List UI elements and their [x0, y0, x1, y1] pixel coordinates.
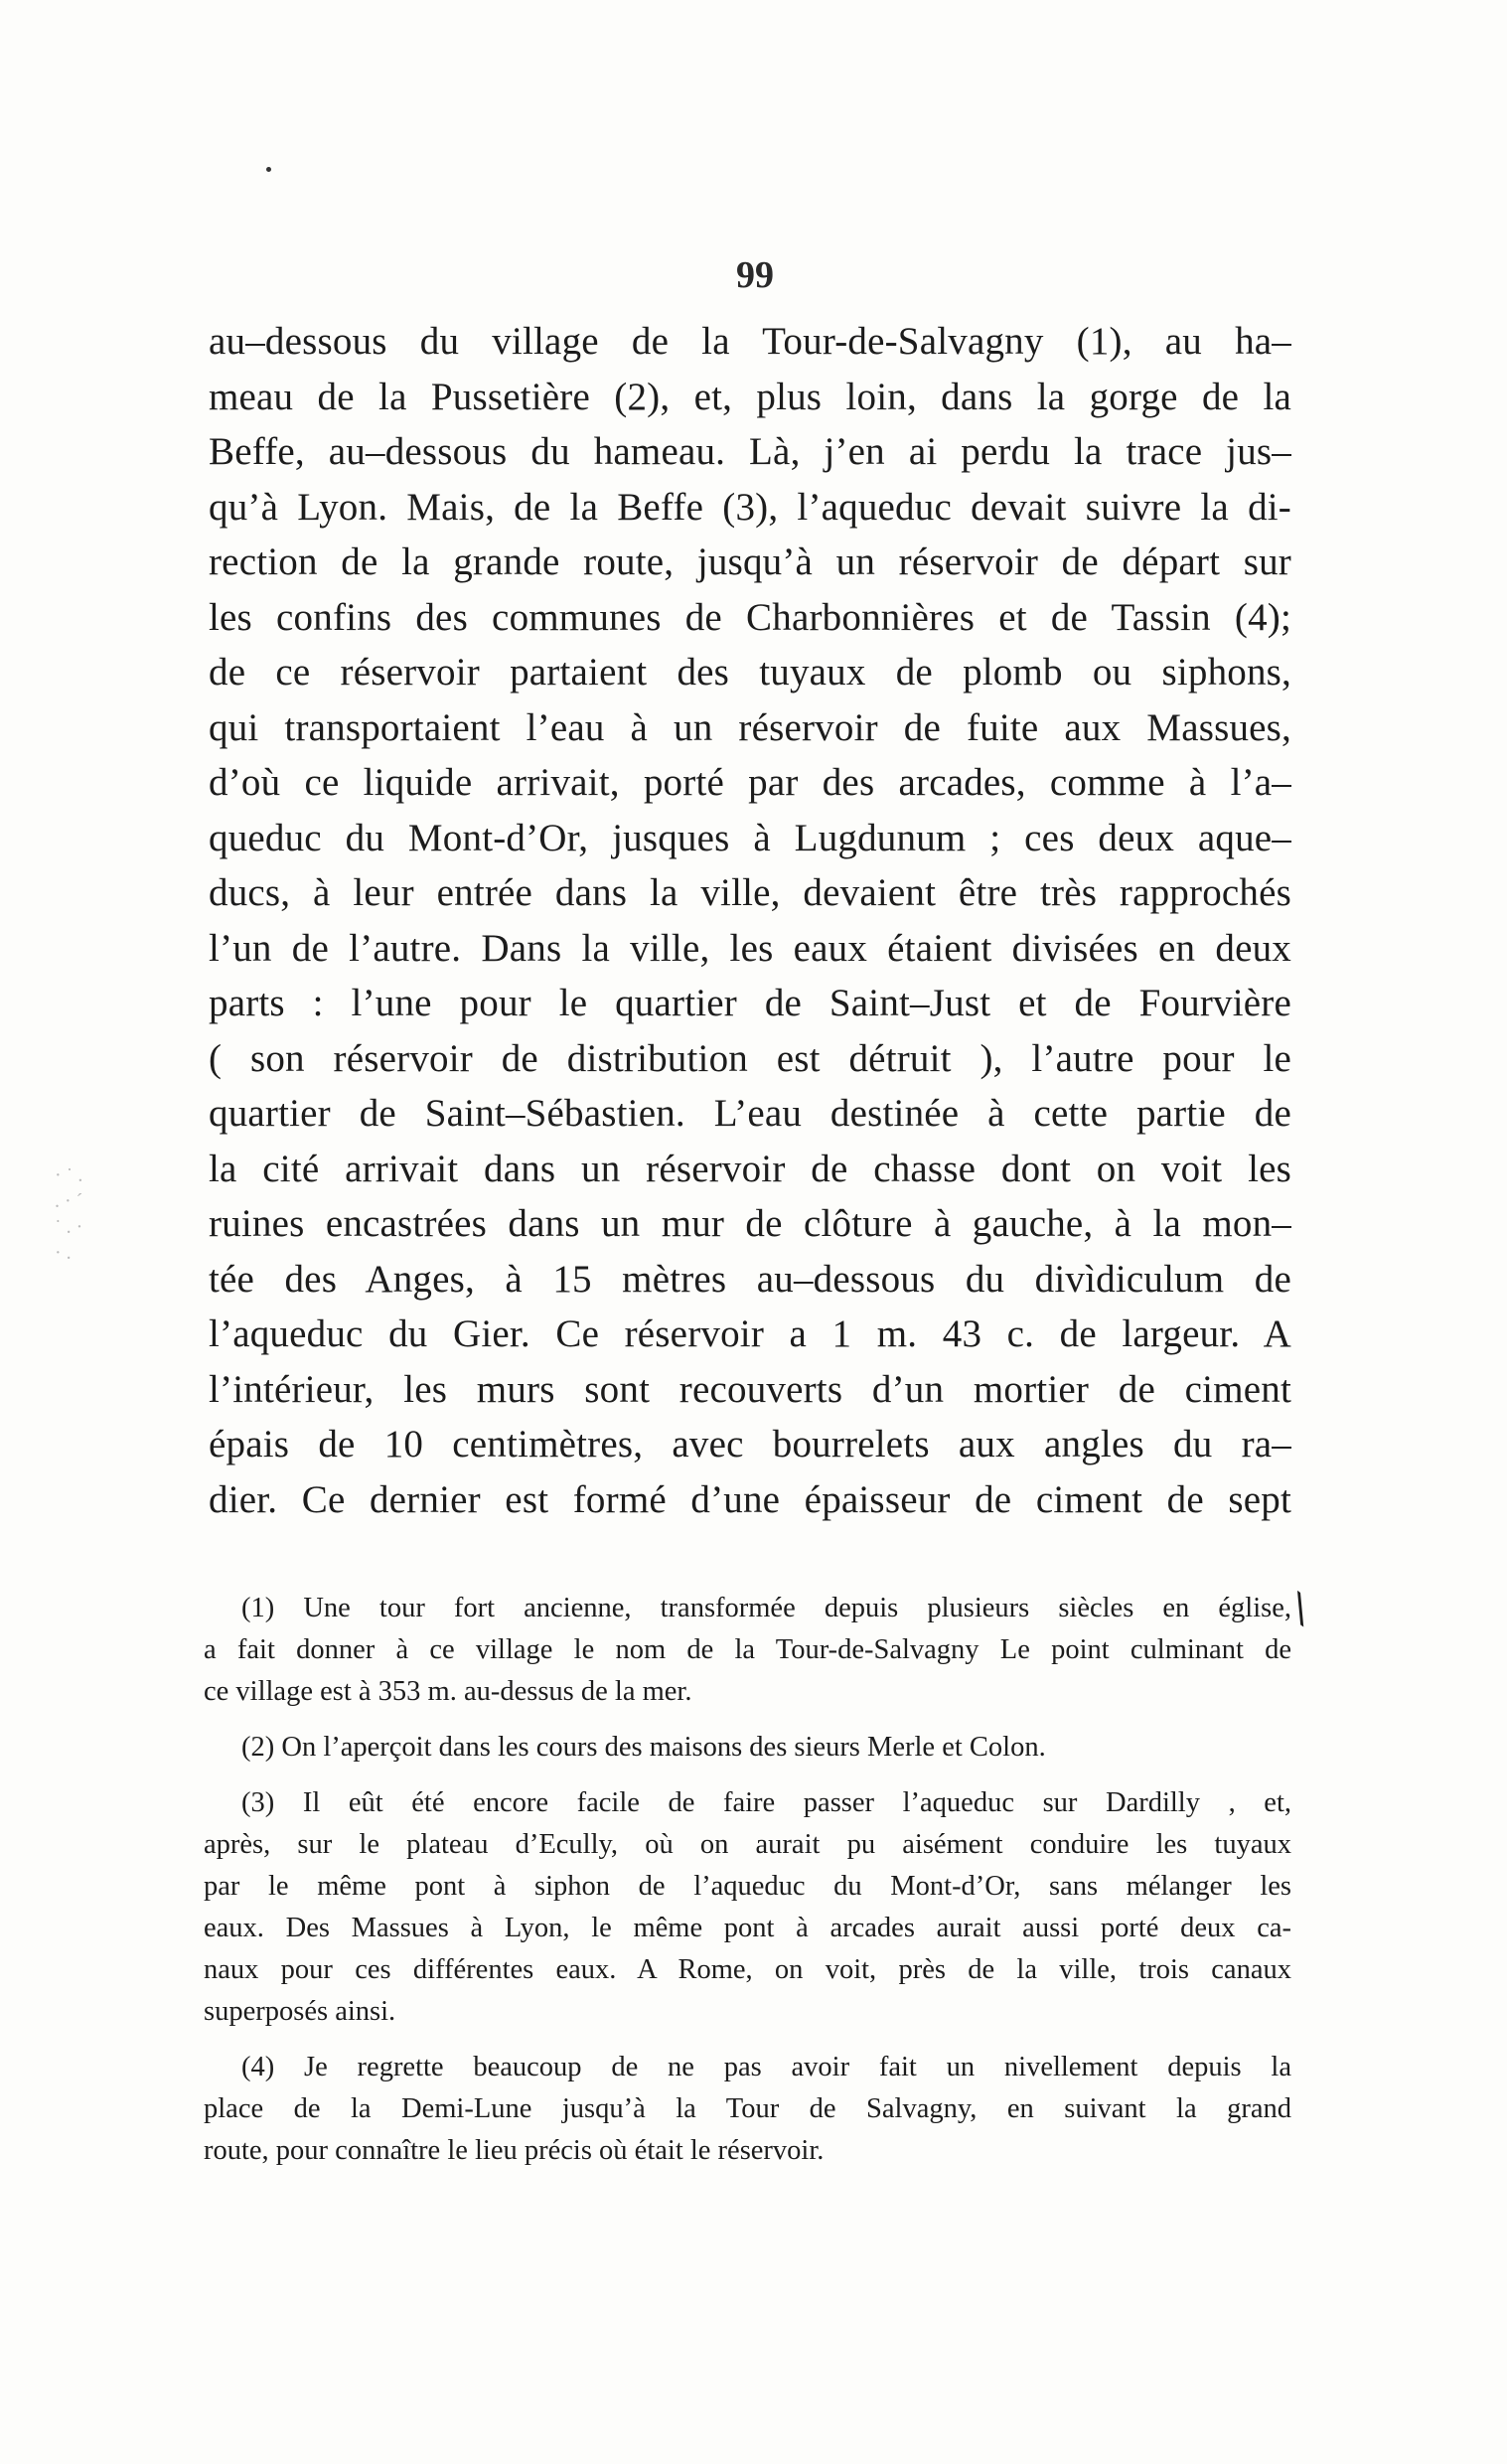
body-line: l’un de l’autre. Dans la ville, les eaux étaient divisées en deux — [209, 926, 1291, 970]
page-number: 99 — [736, 254, 774, 296]
page-speck — [266, 167, 271, 172]
body-line: ruines encastrées dans un mur de clôture à gauche, à la mon– — [209, 1202, 1291, 1245]
footnote-3 — [204, 1782, 1291, 2033]
body-line: la cité arrivait dans un réservoir de chasse dont on voit les — [209, 1147, 1291, 1190]
footnote-line: naux pour ces différentes eaux. A Rome, on voit, près de la ville, trois canaux — [204, 1954, 1291, 1985]
body-line: rection de la grande route, jusqu’à un réservoir de départ sur — [209, 540, 1291, 583]
footnote-line: après, sur le plateau d’Ecully, où on aurait pu aisément conduire les tuyaux — [204, 1829, 1291, 1860]
margin-smudge: · ˙ . . · ´ ˙ . · · . — [55, 1164, 83, 1264]
footnote-2 — [204, 1727, 1291, 1769]
body-line: d’où ce liquide arrivait, porté par des arcades, comme à l’a– — [209, 761, 1291, 804]
footnote-line: place de la Demi-Lune jusqu’à la Tour de Salvagny, en suivant la grand — [204, 2093, 1291, 2124]
body-line: les confins des communes de Charbonnières et de Tassin (4); — [209, 595, 1291, 639]
footnote-line: ce village est à 353 m. au-dessus de la mer. — [204, 1676, 692, 1707]
footnote-line: a fait donner à ce village le nom de la Tour-de-Salvagny Le point culminant de — [204, 1634, 1291, 1665]
footnote-line: (2) On l’aperçoit dans les cours des maisons des sieurs Merle et Colon. — [241, 1732, 1046, 1763]
body-line: l’aqueduc du Gier. Ce réservoir a 1 m. 43 c. de largeur. A — [209, 1312, 1291, 1355]
body-line: épais de 10 centimètres, avec bourrelets aux angles du ra– — [209, 1423, 1291, 1465]
body-line: meau de la Pussetière (2), et, plus loin, dans la gorge de la — [209, 375, 1291, 418]
body-line: au–dessous du village de la Tour-de-Salvagny (1), au ha– — [209, 320, 1291, 363]
footnote-line: (1) Une tour fort ancienne, transformée depuis plusieurs siècles en église, — [241, 1593, 1291, 1623]
footnote-line: par le même pont à siphon de l’aqueduc du Mont-d’Or, sans mélanger les — [204, 1871, 1291, 1902]
body-line: ducs, à leur entrée dans la ville, devaient être très rapprochés — [209, 871, 1291, 914]
body-line: de ce réservoir partaient des tuyaux de plomb ou siphons, — [209, 651, 1291, 693]
body-line: qui transportaient l’eau à un réservoir de fuite aux Massues, — [209, 705, 1291, 749]
footnotes — [204, 1588, 1291, 2186]
footnote-line: eaux. Des Massues à Lyon, le même pont à arcades aurait aussi porté deux ca- — [204, 1913, 1291, 1943]
footnote-line: superposés ainsi. — [204, 1996, 396, 2027]
body-line: Beffe, au–dessous du hameau. Là, j’en ai perdu la trace jus– — [209, 430, 1291, 473]
body-line: qu’à Lyon. Mais, de la Beffe (3), l’aqueduc devait suivre la di- — [209, 485, 1291, 529]
body-line: dier. Ce dernier est formé d’une épaisseur de ciment de sept — [209, 1477, 1291, 1521]
body-line: tée des Anges, à 15 mètres au–dessous du divìdiculum de — [209, 1257, 1291, 1301]
body-line: parts : l’une pour le quartier de Saint–Just et de Fourvière — [209, 982, 1291, 1024]
body-line: queduc du Mont-d’Or, jusques à Lugdunum ; ces deux aque– — [209, 816, 1291, 859]
footnote-line: (4) Je regrette beaucoup de ne pas avoir fait un nivellement depuis la — [241, 2052, 1291, 2082]
body-text — [209, 314, 1291, 1527]
footnote-1 — [204, 1588, 1291, 1713]
body-line: ( son réservoir de distribution est détruit ), l’autre pour le — [209, 1036, 1291, 1080]
footnote-4 — [204, 2047, 1291, 2172]
footnote-line: route, pour connaître le lieu précis où était le réservoir. — [204, 2135, 825, 2166]
footnote-line: (3) Il eût été encore facile de faire passer l’aqueduc sur Dardilly , et, — [241, 1787, 1291, 1818]
ink-mark: ⟍ — [1279, 1588, 1320, 1632]
body-line: l’intérieur, les murs sont recouverts d’un mortier de ciment — [209, 1367, 1291, 1411]
body-line: quartier de Saint–Sébastien. L’eau destinée à cette partie de — [209, 1092, 1291, 1135]
